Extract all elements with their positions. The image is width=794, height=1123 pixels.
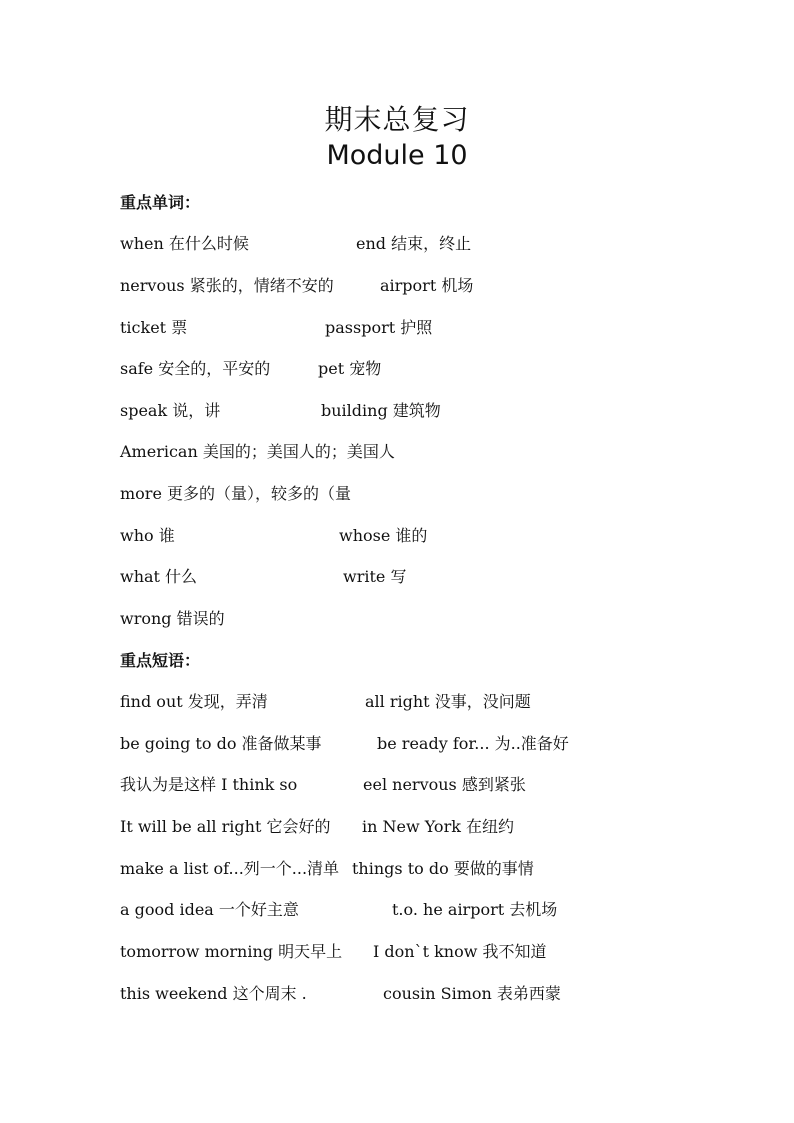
vocab-left: nervous 紧张的，情绪不安的 (120, 276, 334, 295)
phrase-line (0, 981, 794, 1005)
vocab-left: ticket 票 (120, 318, 188, 337)
vocab-right: whose 谁的 (339, 526, 428, 545)
phrase-heading: 重点短语： (120, 651, 201, 670)
page-subtitle: Module 10 (326, 140, 468, 171)
phrase-left: tomorrow morning 明天早上 (120, 942, 343, 961)
phrase-line (0, 856, 794, 880)
vocab-left: who 谁 (120, 526, 175, 545)
phrase-line (0, 897, 794, 921)
vocab-left: speak 说，讲 (120, 401, 221, 420)
phrase-line (0, 939, 794, 963)
vocab-line (0, 315, 794, 339)
vocab-line (0, 564, 794, 588)
phrase-line (0, 731, 794, 755)
vocab-line (0, 356, 794, 380)
vocab-right: building 建筑物 (321, 401, 441, 420)
phrase-left: this weekend 这个周末 . (120, 984, 307, 1003)
vocab-left: more 更多的（量），较多的（量 (120, 484, 352, 503)
phrase-left: a good idea 一个好主意 (120, 900, 299, 919)
vocab-right: pet 宠物 (318, 359, 382, 378)
phrase-left: It will be all right 它会好的 (120, 817, 331, 836)
vocab-right: write 写 (343, 567, 407, 586)
vocab-left: safe 安全的，平安的 (120, 359, 271, 378)
vocab-left: wrong 错误的 (120, 609, 225, 628)
phrase-line (0, 814, 794, 838)
page-title: 期末总复习 (324, 103, 470, 136)
vocab-line (0, 606, 794, 630)
phrase-right: t.o. he airport 去机场 (392, 900, 558, 919)
vocab-heading: 重点单词： (120, 193, 201, 212)
phrase-left: 我认为是这样 I think so (120, 775, 298, 794)
vocab-left: when 在什么时候 (120, 234, 249, 253)
phrase-right: I don`t know 我不知道 (373, 942, 547, 961)
vocab-line (0, 398, 794, 422)
vocab-line (0, 231, 794, 255)
phrase-right: things to do 要做的事情 (352, 859, 534, 878)
phrase-right: all right 没事，没问题 (365, 692, 531, 711)
vocab-line (0, 273, 794, 297)
vocab-line (0, 523, 794, 547)
vocab-line (0, 481, 794, 505)
vocab-right: airport 机场 (380, 276, 474, 295)
phrase-left: find out 发现，弄清 (120, 692, 268, 711)
phrase-left: make a list of...列一个...清单 (120, 859, 340, 878)
phrase-right: eel nervous 感到紧张 (363, 775, 526, 794)
phrase-line (0, 689, 794, 713)
phrase-line (0, 772, 794, 796)
vocab-left: what 什么 (120, 567, 198, 586)
vocab-left: American 美国的；美国人的；美国人 (120, 442, 395, 461)
vocab-line (0, 439, 794, 463)
phrase-left: be going to do 准备做某事 (120, 734, 322, 753)
phrase-right: cousin Simon 表弟西蒙 (383, 984, 561, 1003)
phrase-right: be ready for... 为..准备好 (377, 734, 569, 753)
vocab-right: end 结束，终止 (356, 234, 472, 253)
vocab-right: passport 护照 (325, 318, 433, 337)
phrase-right: in New York 在纽约 (362, 817, 514, 836)
